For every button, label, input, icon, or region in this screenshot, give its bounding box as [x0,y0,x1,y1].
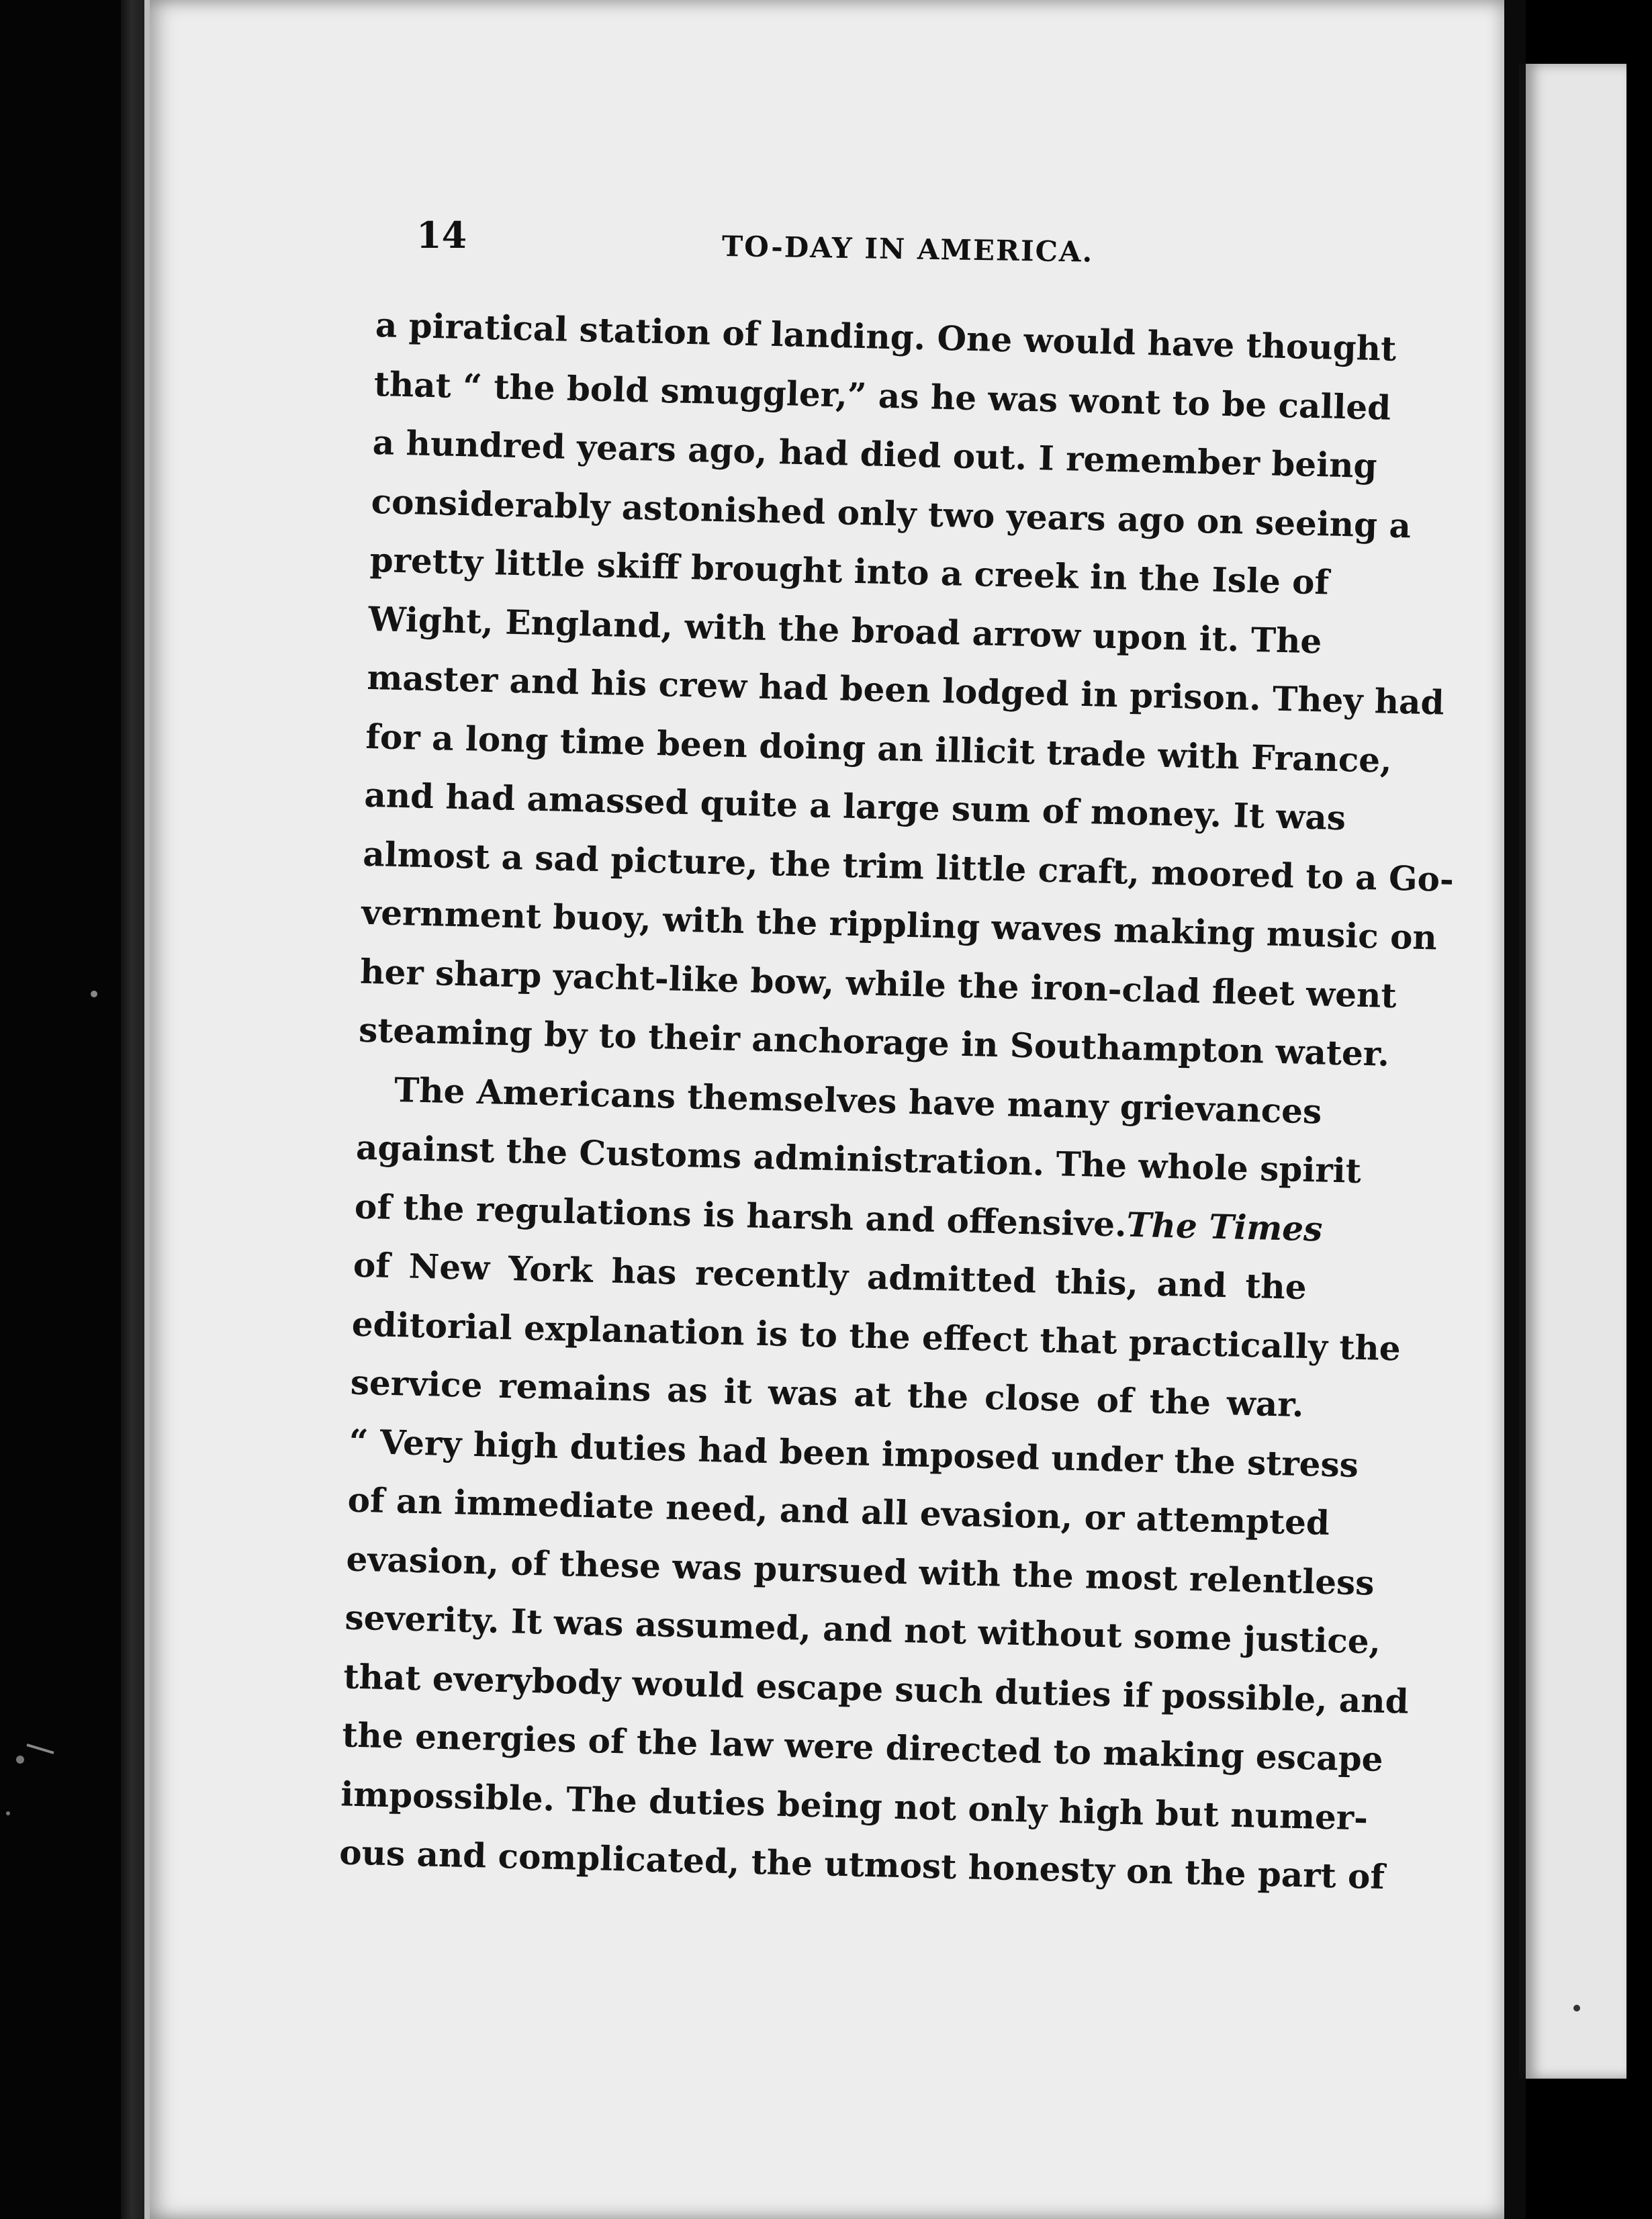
text-line: a hundred years ago, had died out. I remember being [372,422,1378,486]
text-line: her sharp yacht-like bow, while the iron-clad fleet went [359,951,1397,1015]
text-line: that everybody would escape such duties if possible, and [342,1656,1410,1721]
book-spine-shadow [121,0,148,2219]
text-line: service remains as it was at the close of the war. [350,1362,1305,1424]
text-line: of New York has recently admitted this, and the [353,1244,1307,1308]
text-line: editorial explanation is to the effect that practically the [351,1304,1402,1368]
text-line: master and his crew had been lodged in prison. They had [366,657,1445,723]
text-line: evasion, of these was pursued with the most relentless [345,1538,1375,1603]
text-line-segment: of the regulations is harsh and offensive. [354,1186,1128,1244]
text-line: almost a sad picture, the trim little craft, moored to a Go- [362,833,1455,899]
text-line: ous and complicated, the utmost honesty on the part of [338,1832,1385,1897]
text-line: Wight, England, with the broad arrow upon it. The [367,598,1322,661]
left-dark-margin [0,0,121,2219]
paragraph-start-line: The Americans themselves have many grievances [394,1069,1322,1132]
page-edge [144,0,150,2219]
text-line: the energies of the law were directed to making escape [341,1715,1384,1779]
text-line: a piratical station of landing. One would have thought [375,304,1397,369]
adjacent-page-edge [1526,64,1626,2079]
running-head-title: TO-DAY IN AMERICA. [721,230,1094,269]
text-line: severity. It was assumed, and not without some justice, [344,1597,1381,1662]
text-line: impossible. The duties being not only high but numer- [340,1773,1369,1838]
page-number: 14 [416,214,467,257]
italic-title-the-times: The Times [1126,1204,1323,1249]
text-line: for a long time been doing an illicit trade with France, [365,716,1393,780]
text-line: “ Very high duties had been imposed under the stress [349,1421,1359,1485]
text-line: vernment buoy, with the rippling waves making music on [361,892,1438,958]
text-line: that “ the bold smuggler,” as he was wont to be called [373,363,1391,428]
body-text [338,296,1455,1905]
text-line: against the Customs administration. The whole spirit [355,1127,1362,1191]
text-line: considerably astonished only two years ago on seeing a [371,481,1412,545]
text-line: and had amassed quite a large sum of money. It was [363,774,1346,838]
text-line: pretty little skiff brought into a creek in the Isle of [369,539,1330,602]
paragraph-end-line: steaming by to their anchorage in Southampton water. [358,1009,1390,1074]
text-line: of an immediate need, and all evasion, or attempted [347,1480,1330,1543]
